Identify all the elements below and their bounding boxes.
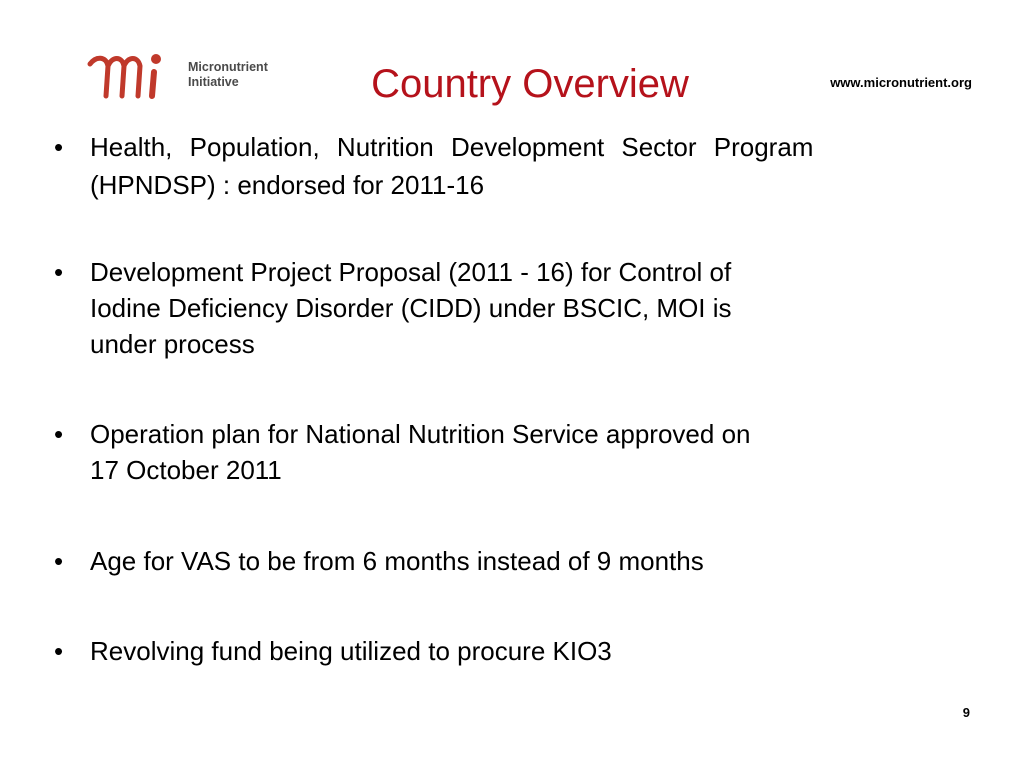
bullet-list [48, 128, 1010, 670]
logo-line-2: Initiative [188, 75, 239, 89]
list-item [48, 416, 1010, 488]
bullet-2-line-2: Iodine Deficiency Disorder (CIDD) under BSCIC, MOI is [90, 293, 732, 323]
list-item [48, 632, 1010, 670]
bullet-2-line-1: • Development Project Proposal (2011 - 16) for Control of [90, 257, 732, 287]
micronutrient-initiative-logo [86, 50, 286, 104]
list-item [48, 254, 1010, 362]
page-number: 9 [962, 705, 970, 720]
website-url: www.micronutrient.org [830, 75, 972, 90]
bullet-5-line-1: • Revolving fund being utilized to procure KIO3 [90, 636, 612, 666]
bullet-3-line-2: 17 October 2011 [90, 455, 282, 485]
bullet-4-line-1: • Age for VAS to be from 6 months instead of 9 months [90, 546, 704, 576]
bullet-2-line-3: under process [90, 329, 255, 359]
bullet-3-line-1: • Operation plan for National Nutrition Service approved on [90, 419, 751, 449]
logo-wordmark [188, 60, 268, 90]
bullet-1-line-2: (HPNDSP) : endorsed for 2011-16 [90, 170, 485, 200]
list-item [48, 128, 1010, 204]
mi-logo-mark-icon [86, 50, 178, 100]
logo-line-1: Micronutrient [188, 60, 268, 74]
list-item [48, 542, 1010, 580]
bullet-1-line-1: • Health, Population, Nutrition Development Sector Program [90, 132, 814, 162]
page-title: Country Overview [371, 62, 689, 106]
